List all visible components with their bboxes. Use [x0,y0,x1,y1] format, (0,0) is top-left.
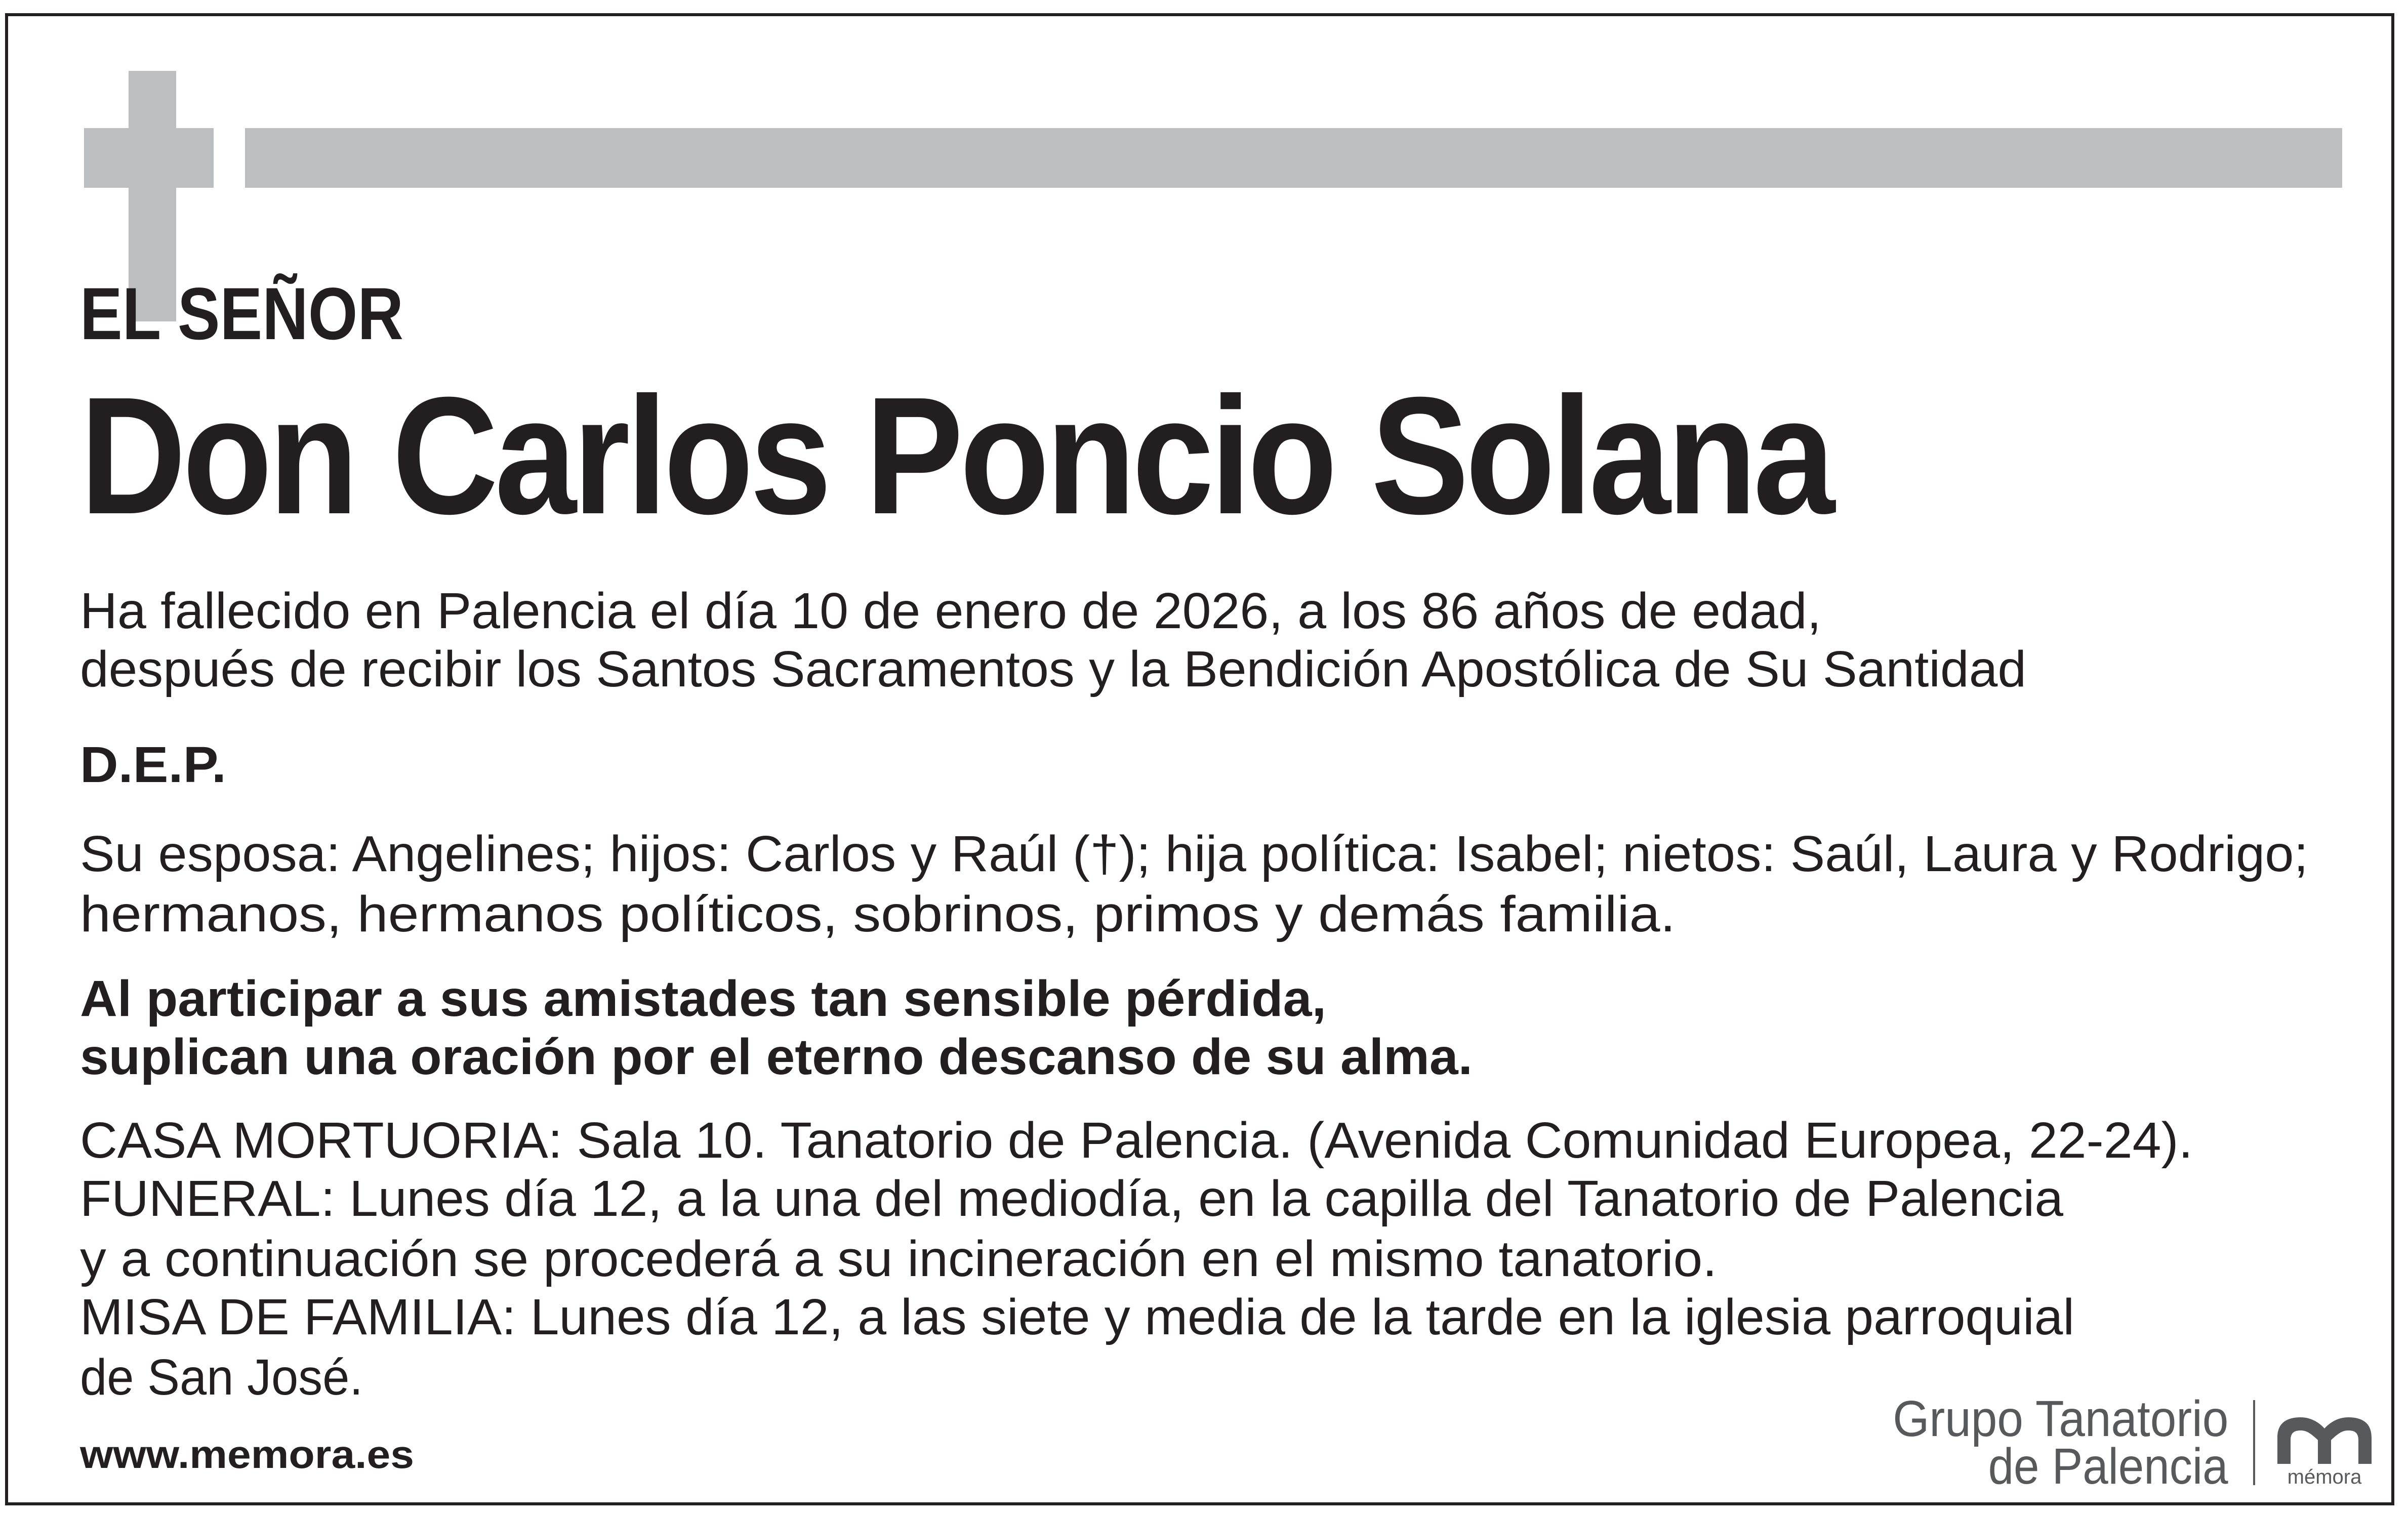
family-line: hermanos, hermanos políticos, sobrinos, primos y demás familia. [80,886,1676,943]
death-notice-line: Ha fallecido en Palencia el día 10 de enero de 2026, a los 86 años de edad, [80,583,1821,639]
title-prefix: EL SEÑOR [80,272,403,355]
logo-line2: de Palencia [1988,1438,2228,1495]
deceased-name: Don Carlos Poncio Solana [80,362,1831,549]
request-line: Al participar a sus amistades tan sensible pérdida, [80,970,1326,1027]
memora-brand: mémora [2287,1466,2362,1488]
website-link[interactable]: www.memora.es [80,1432,414,1477]
details-line: FUNERAL: Lunes día 12, a la una del mediodía, en la capilla del Tanatorio de Palencia [80,1170,2063,1227]
dep-label: D.E.P. [80,736,226,793]
details-line: MISA DE FAMILIA: Lunes día 12, a las siete y media de la tarde en la iglesia parroquial [80,1289,2074,1345]
logo-line1: Grupo Tanatorio [1893,1390,2228,1447]
memora-m-icon [2277,1417,2372,1464]
header-bar [245,128,2342,188]
request-line: suplican una oración por el eterno descanso de su alma. [80,1029,1473,1085]
family-line: Su esposa: Angelines; hijos: Carlos y Raúl (†); hija política: Isabel; nietos: Saúl, Laura y Rodrigo; [80,826,2308,882]
death-notice-line: después de recibir los Santos Sacramentos y la Bendición Apostólica de Su Santidad [80,641,2026,698]
details-line: de San José. [80,1349,363,1406]
details-line: CASA MORTUORIA: Sala 10. Tanatorio de Palencia. (Avenida Comunidad Europea, 22-24). [80,1112,2193,1169]
logo-divider [2253,1400,2255,1485]
details-line: y a continuación se procederá a su incineración en el mismo tanatorio. [80,1231,1717,1287]
